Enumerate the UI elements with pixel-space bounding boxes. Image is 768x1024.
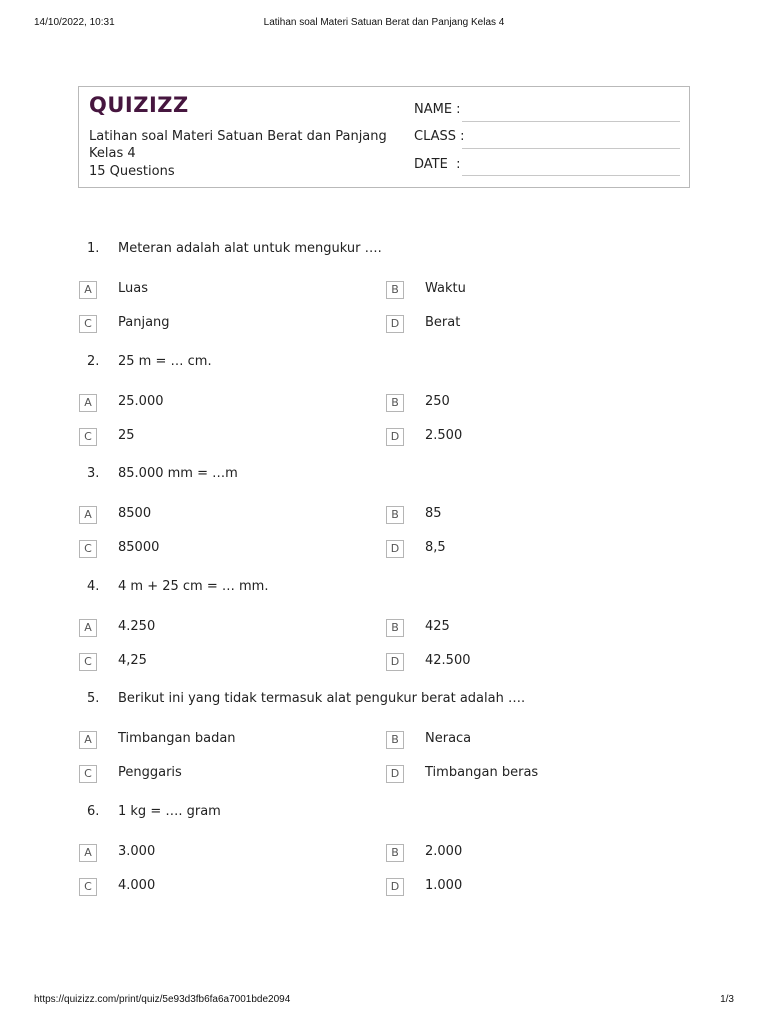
option-letter-box: D [386,540,404,558]
question-number: 4. [87,578,100,594]
option-letter-box: D [386,315,404,333]
date-field-line [462,174,680,176]
option-text: Berat [425,315,461,330]
option-letter-box: C [79,765,97,783]
option-text: 25.000 [118,393,164,409]
option-text: Luas [118,281,148,296]
option-letter-box: A [79,281,97,299]
option-text: Timbangan badan [118,731,236,746]
option-letter-box: B [386,731,404,749]
question-text: 4 m + 25 cm = … mm. [118,578,269,594]
option-text: 2.000 [425,843,463,859]
option-text: Penggaris [118,765,182,780]
option-letter-box: C [79,315,97,333]
quiz-header-box [78,86,690,188]
question-1 [0,241,768,261]
option-letter-box: D [386,878,404,896]
option-text: 42.500 [425,652,471,668]
question-3 [0,466,768,486]
question-number: 3. [87,466,100,481]
question-text: 1 kg = …. gram [118,803,221,819]
option-letter-box: B [386,281,404,299]
option-letter-box: C [79,878,97,896]
print-datetime: 14/10/2022, 10:31 [34,17,115,28]
class-label: CLASS : [414,129,465,144]
option-text: 85000 [118,540,160,555]
option-text: 1.000 [425,877,463,893]
option-text: Neraca [425,731,472,746]
question-number: 5. [87,691,100,706]
option-text: Waktu [425,281,466,296]
option-letter-box: D [386,653,404,671]
option-letter-box: B [386,844,404,862]
option-letter-box: A [79,731,97,749]
option-text: Panjang [118,315,170,330]
option-text: 2.500 [425,427,463,443]
name-field-line [462,120,680,122]
option-text: 425 [425,618,450,634]
quizizz-logo: QUIZIZZ [89,93,189,117]
option-text: 8500 [118,506,152,521]
question-6 [0,804,768,824]
option-text: 8,5 [425,540,446,555]
option-text: 4.000 [118,877,156,893]
option-letter-box: B [386,394,404,412]
question-number: 2. [87,353,100,369]
question-number: 6. [87,803,100,819]
question-2 [0,354,768,374]
print-footer [34,994,734,1008]
option-letter-box: A [79,506,97,524]
question-text: Berikut ini yang tidak termasuk alat pengukur berat adalah …. [118,691,526,706]
date-label: DATE : [414,157,461,172]
question-count: 15 Questions [89,164,175,179]
question-text: 25 m = … cm. [118,353,212,369]
option-letter-box: A [79,844,97,862]
option-text: Timbangan beras [425,765,539,780]
question-number: 1. [87,241,100,256]
option-letter-box: D [386,428,404,446]
option-letter-box: C [79,653,97,671]
option-letter-box: D [386,765,404,783]
option-letter-box: B [386,506,404,524]
option-text: 3.000 [118,843,156,859]
question-4 [0,579,768,599]
option-letter-box: C [79,428,97,446]
option-letter-box: A [79,619,97,637]
page-number: 1/3 [720,994,734,1005]
option-letter-box: A [79,394,97,412]
quiz-title: Latihan soal Materi Satuan Berat dan Panjang Kelas 4 [89,129,387,161]
print-header [34,17,734,31]
class-field-line [462,147,680,149]
option-text: 4,25 [118,652,147,668]
option-letter-box: B [386,619,404,637]
option-text: 4.250 [118,618,156,634]
option-text: 250 [425,393,450,409]
option-text: 85 [425,506,442,521]
print-url: https://quizizz.com/print/quiz/5e93d3fb6fa6a7001bde2094 [34,994,291,1005]
question-text: Meteran adalah alat untuk mengukur …. [118,241,382,256]
question-text: 85.000 mm = …m [118,466,238,481]
question-5 [0,691,768,711]
option-letter-box: C [79,540,97,558]
print-title: Latihan soal Materi Satuan Berat dan Panjang Kelas 4 [263,17,505,28]
option-text: 25 [118,427,135,443]
name-label: NAME : [414,102,461,117]
